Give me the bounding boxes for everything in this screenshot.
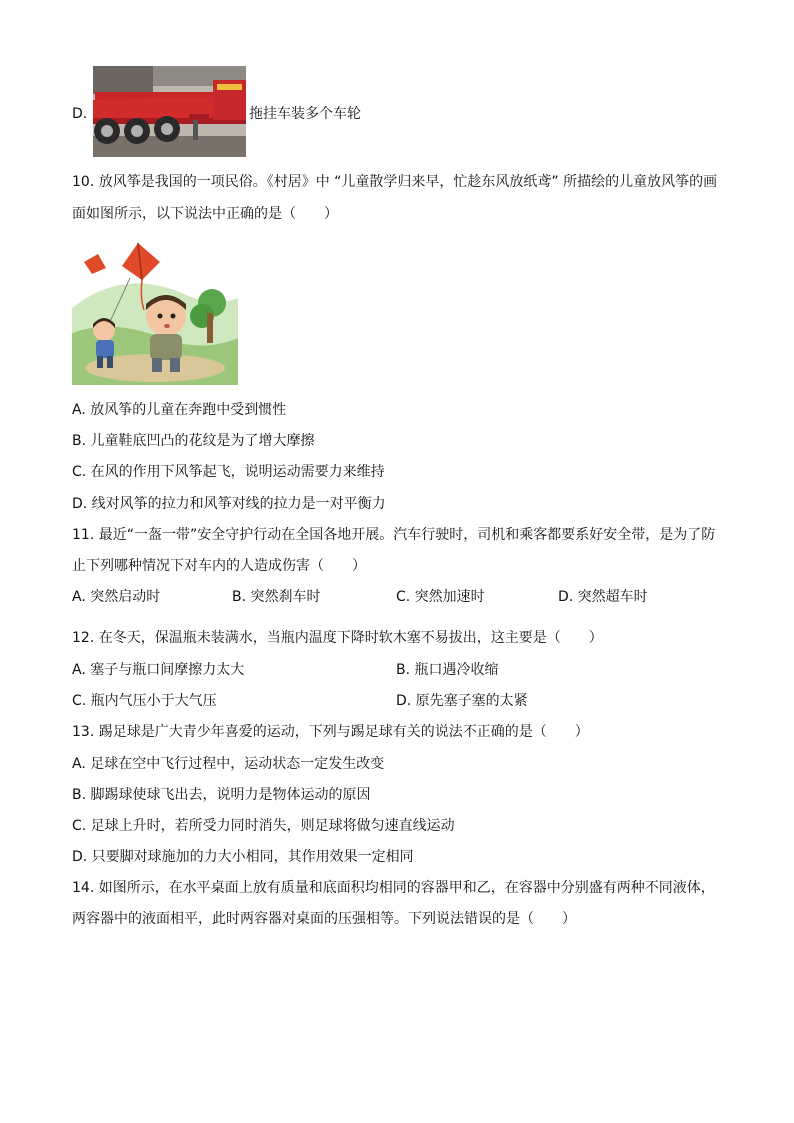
q12-option-c: C. 瓶内气压小于大气压 [72, 693, 217, 709]
q12-option-d: D. 原先塞子塞的太紧 [396, 693, 528, 709]
q11-stem-line2: 止下列哪种情况下对车内的人造成伤害（ ） [72, 558, 366, 574]
q11-option-a: A. 突然启动时 [72, 589, 161, 605]
q10-option-c: C. 在风的作用下风筝起飞，说明运动需要力来维持 [72, 464, 385, 480]
truck-trailer-image [93, 66, 246, 157]
q14-stem-line1: 14. 如图所示，在水平桌面上放有质量和底面积均相同的容器甲和乙，在容器中分别盛有两种不同液体， [72, 880, 715, 896]
q10-option-b: B. 儿童鞋底凹凸的花纹是为了增大摩擦 [72, 433, 315, 449]
q10-stem-line1: 10. 放风筝是我国的一项民俗。《村居》中 “儿童散学归来早，忙趁东风放纸鸢” 所描绘的儿童放风筝的画 [72, 174, 718, 190]
q10-stem-line2: 面如图所示，以下说法中正确的是（ ） [72, 206, 338, 222]
q10-option-d: D. 线对风筝的拉力和风筝对线的拉力是一对平衡力 [72, 496, 386, 512]
q9-option-d-caption: 拖挂车装多个车轮 [249, 106, 361, 122]
q12-stem-line1: 12. 在冬天，保温瓶未装满水，当瓶内温度下降时软木塞不易拔出，这主要是（ ） [72, 630, 603, 646]
q10-option-a: A. 放风筝的儿童在奔跑中受到惯性 [72, 402, 287, 418]
q13-option-d: D. 只要脚对球施加的力大小相同，其作用效果一定相同 [72, 849, 414, 865]
q13-option-c: C. 足球上升时，若所受力同时消失，则足球将做匀速直线运动 [72, 818, 455, 834]
q13-option-a: A. 足球在空中飞行过程中，运动状态一定发生改变 [72, 756, 385, 772]
q11-stem-line1: 11. 最近“一盔一带”安全守护行动在全国各地开展。汽车行驶时，司机和乘客都要系好安全带，是为了防 [72, 527, 716, 543]
kite-flying-illustration [72, 238, 238, 385]
q14-stem-line2: 两容器中的液面相平，此时两容器对桌面的压强相等。下列说法错误的是（ ） [72, 911, 576, 927]
q11-option-d: D. 突然超车时 [558, 589, 648, 605]
q9-option-d-label: D. [72, 106, 88, 122]
q13-stem-line1: 13. 踢足球是广大青少年喜爱的运动，下列与踢足球有关的说法不正确的是（ ） [72, 724, 589, 740]
q12-option-b: B. 瓶口遇冷收缩 [396, 662, 499, 678]
q12-option-a: A. 塞子与瓶口间摩擦力太大 [72, 662, 245, 678]
q11-option-c: C. 突然加速时 [396, 589, 485, 605]
q13-option-b: B. 脚踢球使球飞出去，说明力是物体运动的原因 [72, 787, 371, 803]
q11-option-b: B. 突然刹车时 [232, 589, 321, 605]
